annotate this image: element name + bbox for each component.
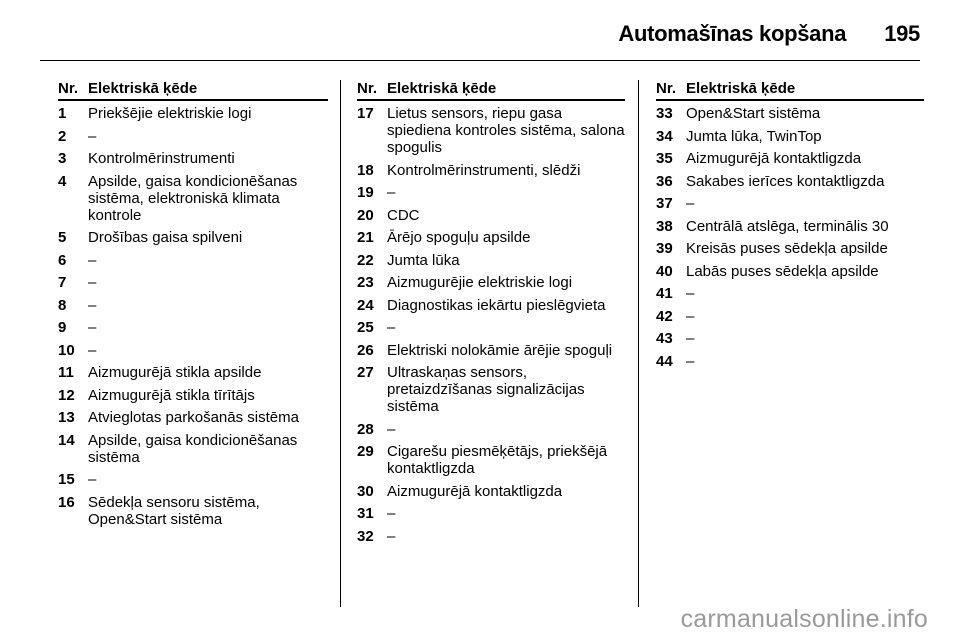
table-row <box>656 218 924 235</box>
table-row <box>58 319 328 336</box>
page-header <box>40 14 920 54</box>
table-row <box>58 387 328 404</box>
circuit-description: – <box>88 319 97 336</box>
circuit-description: Sēdekļa sensoru sistēma, Open&Start sistēma <box>88 493 260 528</box>
table-row <box>656 195 924 212</box>
circuit-description: – <box>387 527 396 545</box>
fuse-number: 43 <box>656 330 673 347</box>
table-rows <box>656 105 924 370</box>
table-row <box>58 409 328 426</box>
fuse-number: 17 <box>357 105 374 122</box>
header-num: Nr. <box>357 80 378 97</box>
circuit-description: Ārējo spoguļu apsilde <box>387 229 531 246</box>
circuit-description: Drošības gaisa spilveni <box>88 229 243 246</box>
circuit-description: Ultraskaņas sensors, pretaizdzīšanas signalizācijas sistēma <box>387 364 585 415</box>
fuse-table-column-2 <box>357 80 625 607</box>
circuit-description: Lietus sensors, riepu gasa spiediena kontroles sistēma, salona spogulis <box>387 105 625 156</box>
circuit-description: Apsilde, gaisa kondicionēšanas sistēma <box>88 431 298 466</box>
fuse-number: 7 <box>58 274 67 291</box>
table-row <box>656 263 924 280</box>
table-row <box>58 494 328 528</box>
circuit-description: Open&Start sistēma <box>686 105 821 122</box>
circuit-description: – <box>686 352 695 370</box>
column-divider <box>638 80 639 607</box>
fuse-number: 26 <box>357 341 374 359</box>
table-row <box>58 150 328 167</box>
fuse-number: 8 <box>58 296 67 314</box>
header-num: Nr. <box>58 80 79 97</box>
fuse-number: 12 <box>58 386 75 404</box>
table-row <box>656 308 924 325</box>
header-divider <box>40 60 920 61</box>
fuse-number: 3 <box>58 150 67 167</box>
fuse-number: 21 <box>357 229 374 246</box>
fuse-table-column-1 <box>58 80 328 607</box>
fuse-number: 35 <box>656 150 673 167</box>
table-row <box>58 252 328 269</box>
table-row <box>58 128 328 145</box>
circuit-description: – <box>686 285 695 302</box>
circuit-description: Jumta lūka, TwinTop <box>686 127 822 145</box>
table-header <box>656 80 924 101</box>
circuit-description: – <box>88 341 97 359</box>
circuit-description: – <box>88 251 97 269</box>
fuse-number: 6 <box>58 251 67 269</box>
table-row <box>357 105 625 156</box>
header-desc: Elektriskā ķēde <box>387 80 497 97</box>
fuse-number: 25 <box>357 319 374 336</box>
table-row <box>58 432 328 466</box>
circuit-description: – <box>387 505 396 522</box>
circuit-description: – <box>686 330 695 347</box>
table-row <box>357 505 625 522</box>
circuit-description: – <box>88 274 97 291</box>
table-row <box>357 364 625 415</box>
fuse-number: 41 <box>656 285 673 302</box>
table-row <box>58 173 328 224</box>
fuse-number: 29 <box>357 443 374 460</box>
page-title: Automašīnas kopšana <box>618 21 847 46</box>
table-row <box>357 421 625 438</box>
circuit-description: Priekšējie elektriskie logi <box>88 105 252 122</box>
circuit-description: – <box>88 296 97 314</box>
circuit-description: Atvieglotas parkošanās sistēma <box>88 409 299 426</box>
fuse-number: 44 <box>656 352 673 370</box>
fuse-number: 9 <box>58 319 67 336</box>
table-row <box>58 364 328 381</box>
circuit-description: – <box>88 471 97 488</box>
fuse-number: 15 <box>58 471 75 488</box>
fuse-number: 4 <box>58 172 67 190</box>
circuit-description: Cigarešu piesmēķētājs, priekšējā kontaktligzda <box>387 443 608 477</box>
circuit-description: CDC <box>387 206 420 224</box>
fuse-number: 18 <box>357 161 374 179</box>
circuit-description: Aizmugurējā kontaktligzda <box>387 482 563 500</box>
column-divider <box>340 80 341 607</box>
table-row <box>58 229 328 246</box>
fuse-number: 31 <box>357 505 374 522</box>
fuse-number: 36 <box>656 172 673 190</box>
fuse-number: 2 <box>58 127 67 145</box>
fuse-number: 19 <box>357 184 374 201</box>
table-rows <box>58 105 328 528</box>
circuit-description: Aizmugurējā stikla apsilde <box>88 364 262 381</box>
watermark: carmanualsonline.info <box>680 605 928 633</box>
circuit-description: Sakabes ierīces kontaktligzda <box>686 172 885 190</box>
circuit-description: – <box>686 307 695 325</box>
circuit-description: Elektriski nolokāmie ārējie spoguļi <box>387 341 613 359</box>
table-row <box>656 353 924 370</box>
circuit-description: Jumta lūka <box>387 251 460 269</box>
fuse-number: 27 <box>357 364 374 381</box>
circuit-description: Diagnostikas iekārtu pieslēgvieta <box>387 296 606 314</box>
table-row <box>357 184 625 201</box>
circuit-description: Aizmugurējie elektriskie logi <box>387 274 573 291</box>
fuse-number: 11 <box>58 364 74 381</box>
table-row <box>656 240 924 257</box>
table-row <box>656 128 924 145</box>
header-num: Nr. <box>656 80 677 97</box>
table-row <box>357 319 625 336</box>
circuit-description: – <box>686 195 695 212</box>
table-row <box>357 342 625 359</box>
table-row <box>656 285 924 302</box>
fuse-number: 16 <box>58 493 75 511</box>
table-row <box>58 274 328 291</box>
header-desc: Elektriskā ķēde <box>686 80 796 97</box>
table-row <box>357 162 625 179</box>
fuse-number: 28 <box>357 420 374 438</box>
circuit-description: Apsilde, gaisa kondicionēšanas sistēma, elektroniskā klimata kontrole <box>88 172 298 224</box>
table-row <box>357 274 625 291</box>
circuit-description: Kreisās puses sēdekļa apsilde <box>686 240 888 257</box>
fuse-number: 14 <box>58 431 75 449</box>
table-row <box>357 229 625 246</box>
table-row <box>357 297 625 314</box>
circuit-description: – <box>88 127 97 145</box>
circuit-description: – <box>387 184 396 201</box>
table-rows <box>357 105 625 545</box>
fuse-number: 42 <box>656 307 673 325</box>
fuse-number: 32 <box>357 527 374 545</box>
fuse-number: 30 <box>357 482 374 500</box>
table-header <box>357 80 625 101</box>
fuse-number: 20 <box>357 206 374 224</box>
table-row <box>656 105 924 122</box>
table-row <box>58 471 328 488</box>
fuse-number: 5 <box>58 229 67 246</box>
circuit-description: – <box>387 319 396 336</box>
fuse-number: 38 <box>656 217 673 235</box>
table-row <box>357 483 625 500</box>
table-header <box>58 80 328 101</box>
table-row <box>656 330 924 347</box>
circuit-description: Aizmugurējā stikla tīrītājs <box>88 386 255 404</box>
page-number: 195 <box>884 21 920 46</box>
table-row <box>357 252 625 269</box>
circuit-description: Kontrolmērinstrumenti, slēdži <box>387 161 581 179</box>
fuse-number: 37 <box>656 195 673 212</box>
circuit-description: – <box>387 420 396 438</box>
circuit-description: Centrālā atslēga, terminālis 30 <box>686 217 889 235</box>
fuse-number: 22 <box>357 251 374 269</box>
circuit-description: Kontrolmērinstrumenti <box>88 150 235 167</box>
circuit-description: Aizmugurējā kontaktligzda <box>686 150 862 167</box>
table-row <box>357 443 625 477</box>
header-desc: Elektriskā ķēde <box>88 80 198 97</box>
fuse-number: 39 <box>656 240 673 257</box>
table-row <box>58 105 328 122</box>
table-row <box>656 150 924 167</box>
circuit-description: Labās puses sēdekļa apsilde <box>686 262 879 280</box>
fuse-number: 40 <box>656 262 673 280</box>
fuse-number: 13 <box>58 409 75 426</box>
fuse-number: 10 <box>58 341 75 359</box>
table-row <box>656 173 924 190</box>
fuse-table-column-3 <box>656 80 924 607</box>
fuse-number: 23 <box>357 274 374 291</box>
fuse-number: 33 <box>656 105 673 122</box>
table-row <box>357 207 625 224</box>
fuse-number: 1 <box>58 105 67 122</box>
table-row <box>357 528 625 545</box>
fuse-number: 24 <box>357 296 374 314</box>
fuse-number: 34 <box>656 127 673 145</box>
table-row <box>58 297 328 314</box>
table-row <box>58 342 328 359</box>
